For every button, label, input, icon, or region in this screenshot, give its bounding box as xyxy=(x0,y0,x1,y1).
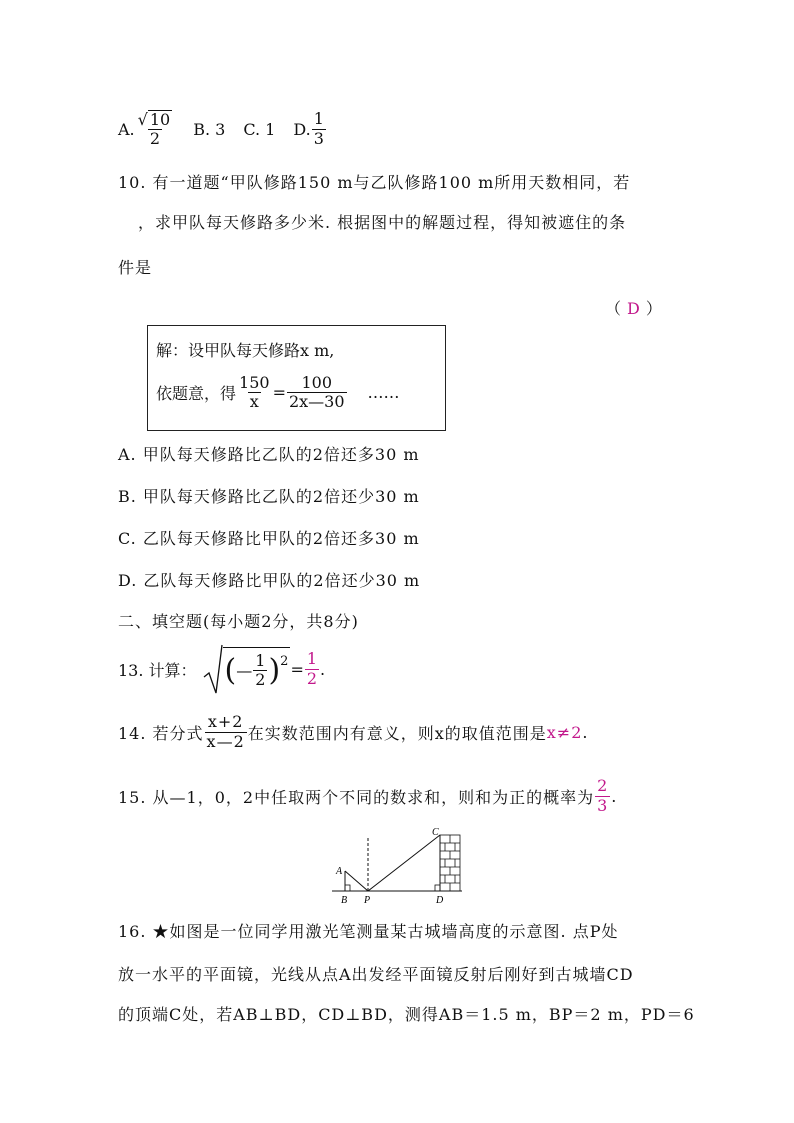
equation-left-fraction xyxy=(237,374,272,412)
q14-fraction xyxy=(205,713,247,751)
right-paren: ) xyxy=(268,652,281,688)
q14-denominator: x—2 xyxy=(206,731,245,751)
q15-answer-numerator: 2 xyxy=(597,776,609,796)
q9-option-a-numerator: √ 10 xyxy=(137,109,171,129)
q14-middle: 在实数范围内有意义，则x的取值范围是 xyxy=(247,723,547,743)
square-root-sign xyxy=(203,643,223,695)
q13-prefix: 13. 计算： xyxy=(118,660,197,680)
q10-line-1: 10. 有一道题“甲队修路150 m与乙队修路100 m所用天数相同，若 xyxy=(118,173,631,192)
q15-answer-denominator: 3 xyxy=(597,795,609,815)
q10-answer-bracket xyxy=(605,296,662,319)
brick-wall xyxy=(440,835,460,891)
q13-power: 2 xyxy=(280,653,289,669)
solution-line-2 xyxy=(156,374,400,412)
q15-period: . xyxy=(611,786,618,806)
q14-numerator: x+2 xyxy=(207,712,244,732)
q13-answer-fraction xyxy=(305,650,319,688)
q10-option-d: D. 乙队每天修路比甲队的2倍还少30 m xyxy=(118,571,421,590)
q10-option-b: B. 甲队每天修路比乙队的2倍还少30 m xyxy=(118,487,420,506)
equation-right-fraction xyxy=(287,374,347,412)
equation-ellipsis: …… xyxy=(367,383,400,403)
q9-option-a-radicand: 10 xyxy=(149,109,171,129)
q13-answer-denominator: 2 xyxy=(306,668,318,688)
q14-period: . xyxy=(582,722,589,742)
q10-option-c: C. 乙队每天修路比甲队的2倍还多30 m xyxy=(118,529,420,548)
q13-period: . xyxy=(320,659,326,679)
right-angle-d xyxy=(435,885,440,891)
label-c: C xyxy=(432,827,439,838)
q10-line-2: ，求甲队每天修路多少米. 根据图中的解题过程，得知被遮住的条 xyxy=(138,213,627,232)
mirror-reflection-figure xyxy=(330,826,470,906)
label-p: P xyxy=(364,895,371,906)
q15-text: 15. 从—1，0，2中任取两个不同的数求和，则和为正的概率为 xyxy=(118,787,595,807)
q9-option-d-numerator: 1 xyxy=(313,109,324,129)
solution-line-1: 解：设甲队每天修路x m, xyxy=(156,341,335,360)
q10-option-a: A. 甲队每天修路比乙队的2倍还多30 m xyxy=(118,445,420,464)
label-a: A xyxy=(336,866,343,877)
left-paren: ( xyxy=(224,652,237,688)
equation-right-denominator: 2x—30 xyxy=(288,392,345,412)
q14-prefix: 14. 若分式 xyxy=(118,723,204,743)
q16-line-3: 的顶端C处，若AB⊥BD，CD⊥BD，测得AB＝1.5 m，BP＝2 m，PD＝6 xyxy=(118,1005,695,1024)
q13-equals: = xyxy=(290,659,304,679)
answer-bracket-close: ） xyxy=(645,299,662,318)
equation-right-numerator: 100 xyxy=(301,373,333,392)
section-2-heading: 二、填空题(每小题2分，共8分) xyxy=(118,612,359,631)
q9-option-d-prefix: D. xyxy=(293,119,311,139)
q15-answer-fraction xyxy=(595,777,610,815)
solution-box xyxy=(147,325,446,431)
q9-options xyxy=(118,104,327,154)
label-d: D xyxy=(436,895,444,906)
q13-minus: — xyxy=(236,661,253,680)
q9-option-a-denominator: 2 xyxy=(149,129,161,148)
q9-option-a-fraction xyxy=(136,110,175,149)
q14 xyxy=(118,708,588,756)
q14-answer: x≠2 xyxy=(546,722,583,742)
q9-option-d-fraction xyxy=(312,110,326,148)
label-b: B xyxy=(341,895,348,906)
q15 xyxy=(118,772,617,820)
answer-bracket-open: （ xyxy=(605,299,622,318)
q9-option-b: B. 3 xyxy=(193,119,226,139)
q16-line-1: 16. ★如图是一位同学用激光笔测量某古城墙高度的示意图. 点P处 xyxy=(118,922,619,941)
solution-line-2-prefix: 依题意，得 xyxy=(156,384,237,404)
q9-option-a-prefix: A. xyxy=(118,119,135,139)
q9-option-d-denominator: 3 xyxy=(313,128,324,148)
q13-inner-fraction xyxy=(253,652,267,690)
right-angle-b xyxy=(345,885,350,891)
equation-left-numerator: 150 xyxy=(239,373,270,392)
square-root-content xyxy=(223,647,291,690)
ray-pc xyxy=(368,835,440,891)
q10-line-3: 件是 xyxy=(118,258,153,277)
q9-option-c: C. 1 xyxy=(243,119,276,139)
q13-inner-numerator: 1 xyxy=(255,650,266,670)
equation-sign: = xyxy=(272,383,286,403)
ray-ap xyxy=(345,871,368,891)
q13 xyxy=(118,640,325,698)
q16-line-2: 放一水平的平面镜，光线从点A出发经平面镜反射后刚好到古城墙CD xyxy=(118,965,634,984)
equation-left-denominator: x xyxy=(249,392,259,412)
q10-answer: D xyxy=(627,299,640,318)
q13-inner-denominator: 2 xyxy=(255,670,266,689)
q13-answer-numerator: 1 xyxy=(306,649,318,669)
